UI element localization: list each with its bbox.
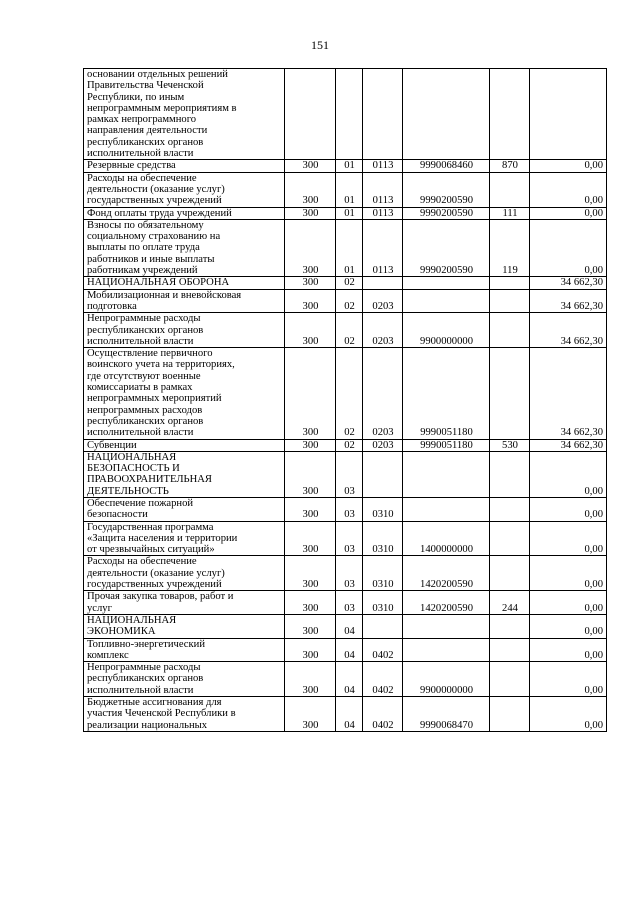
expense-type-cell <box>490 348 530 439</box>
expense-name-cell <box>84 277 285 289</box>
target-article-cell: 9900000000 <box>403 662 490 697</box>
expense-name-text: НАЦИОНАЛЬНАЯ БЕЗОПАСНОСТЬ И ПРАВООХРАНИТЕЛЬНАЯ ДЕЯТЕЛЬНОСТЬ <box>87 451 212 497</box>
table-row <box>84 662 607 697</box>
section-code-cell: 03 <box>336 556 363 591</box>
amount-cell: 34 662,30 <box>530 348 607 439</box>
ministry-code-cell: 300 <box>285 289 336 313</box>
expense-name-text: Государственная программа «Защита населения и территории от чрезвычайных ситуаций» <box>87 521 238 556</box>
ministry-code-cell: 300 <box>285 591 336 615</box>
section-code-cell: 03 <box>336 521 363 556</box>
budget-table <box>83 68 607 732</box>
expense-type-cell <box>490 556 530 591</box>
ministry-code-cell: 300 <box>285 614 336 638</box>
subsection-code-cell: 0402 <box>363 638 403 662</box>
subsection-code-cell: 0310 <box>363 591 403 615</box>
section-code-cell: 04 <box>336 697 363 732</box>
ministry-code-cell: 300 <box>285 697 336 732</box>
section-code-cell: 03 <box>336 591 363 615</box>
table-row <box>84 638 607 662</box>
ministry-code-cell: 300 <box>285 521 336 556</box>
section-code-cell: 01 <box>336 207 363 219</box>
target-article-cell <box>403 497 490 521</box>
expense-name-text: НАЦИОНАЛЬНАЯ ОБОРОНА <box>87 277 230 289</box>
expense-name-text: Осуществление первичного воинского учета на территориях, где отсутствуют военные комиссариаты в рамках непрограммных мероприятий непрограммных расходов республиканских органов исполнительной власти <box>87 348 235 439</box>
expense-name-cell <box>84 219 285 276</box>
ministry-code-cell: 300 <box>285 160 336 172</box>
section-code-cell: 04 <box>336 638 363 662</box>
subsection-code-cell: 0310 <box>363 521 403 556</box>
ministry-code-cell: 300 <box>285 638 336 662</box>
expense-type-cell <box>490 451 530 497</box>
ministry-code-cell <box>285 69 336 160</box>
table-row <box>84 289 607 313</box>
table-row <box>84 556 607 591</box>
amount-cell: 0,00 <box>530 638 607 662</box>
expense-name-cell <box>84 289 285 313</box>
expense-name-cell <box>84 556 285 591</box>
expense-name-cell <box>84 439 285 451</box>
ministry-code-cell: 300 <box>285 451 336 497</box>
amount-cell: 0,00 <box>530 451 607 497</box>
expense-name-cell <box>84 451 285 497</box>
expense-type-cell <box>490 662 530 697</box>
expense-name-text: Обеспечение пожарной безопасности <box>87 497 194 521</box>
expense-name-cell <box>84 160 285 172</box>
expense-name-text: Топливно-энергетический комплекс <box>87 638 205 661</box>
amount-cell: 0,00 <box>530 219 607 276</box>
subsection-code-cell: 0402 <box>363 697 403 732</box>
amount-cell: 0,00 <box>530 662 607 697</box>
table-row <box>84 451 607 497</box>
expense-name-text: Расходы на обеспечение деятельности (оказание услуг) государственных учреждений <box>87 172 225 207</box>
table-row <box>84 69 607 160</box>
ministry-code-cell: 300 <box>285 172 336 207</box>
table-row <box>84 697 607 732</box>
expense-type-cell <box>490 313 530 348</box>
section-code-cell: 04 <box>336 662 363 697</box>
expense-name-text: Расходы на обеспечение деятельности (оказание услуг) государственных учреждений <box>87 556 225 591</box>
subsection-code-cell: 0113 <box>363 172 403 207</box>
ministry-code-cell: 300 <box>285 219 336 276</box>
expense-name-text: Непрограммные расходы республиканских органов исполнительной власти <box>87 313 204 347</box>
expense-name-cell <box>84 497 285 521</box>
ministry-code-cell: 300 <box>285 348 336 439</box>
table-row <box>84 348 607 439</box>
target-article-cell: 9990200590 <box>403 219 490 276</box>
expense-type-cell <box>490 521 530 556</box>
amount-cell: 0,00 <box>530 521 607 556</box>
subsection-code-cell: 0310 <box>363 556 403 591</box>
table-row <box>84 497 607 521</box>
expense-type-cell: 870 <box>490 160 530 172</box>
subsection-code-cell: 0203 <box>363 439 403 451</box>
subsection-code-cell: 0113 <box>363 219 403 276</box>
amount-cell: 0,00 <box>530 207 607 219</box>
table-row <box>84 313 607 348</box>
expense-type-cell <box>490 69 530 160</box>
subsection-code-cell: 0203 <box>363 289 403 313</box>
expense-name-cell <box>84 313 285 348</box>
table-row <box>84 207 607 219</box>
table-row <box>84 277 607 289</box>
target-article-cell: 9990051180 <box>403 439 490 451</box>
amount-cell: 34 662,30 <box>530 277 607 289</box>
expense-type-cell <box>490 638 530 662</box>
expense-name-text: Фонд оплаты труда учреждений <box>87 207 232 219</box>
amount-cell: 34 662,30 <box>530 439 607 451</box>
section-code-cell: 03 <box>336 497 363 521</box>
section-code-cell: 01 <box>336 172 363 207</box>
expense-name-text: Взносы по обязательному социальному страхованию на выплаты по оплате труда работников и иные выплаты работникам учреждений <box>87 219 221 277</box>
expense-type-cell <box>490 497 530 521</box>
expense-type-cell <box>490 277 530 289</box>
expense-name-cell <box>84 172 285 207</box>
table-row <box>84 591 607 615</box>
expense-name-cell <box>84 638 285 662</box>
expense-type-cell: 530 <box>490 439 530 451</box>
target-article-cell <box>403 638 490 662</box>
expense-name-cell <box>84 614 285 638</box>
section-code-cell: 02 <box>336 348 363 439</box>
section-code-cell: 03 <box>336 451 363 497</box>
section-code-cell: 02 <box>336 313 363 348</box>
expense-name-cell <box>84 521 285 556</box>
expense-name-cell <box>84 69 285 160</box>
target-article-cell <box>403 289 490 313</box>
section-code-cell: 01 <box>336 219 363 276</box>
section-code-cell: 04 <box>336 614 363 638</box>
expense-type-cell <box>490 697 530 732</box>
amount-cell: 0,00 <box>530 556 607 591</box>
subsection-code-cell: 0402 <box>363 662 403 697</box>
amount-cell: 0,00 <box>530 697 607 732</box>
section-code-cell: 02 <box>336 277 363 289</box>
target-article-cell <box>403 69 490 160</box>
subsection-code-cell: 0203 <box>363 348 403 439</box>
subsection-code-cell: 0203 <box>363 313 403 348</box>
table-row <box>84 614 607 638</box>
expense-name-cell <box>84 697 285 732</box>
table-row <box>84 439 607 451</box>
table-row <box>84 521 607 556</box>
target-article-cell: 9990051180 <box>403 348 490 439</box>
subsection-code-cell <box>363 451 403 497</box>
subsection-code-cell: 0310 <box>363 497 403 521</box>
expense-name-text: Непрограммные расходы республиканских органов исполнительной власти <box>87 662 204 696</box>
ministry-code-cell: 300 <box>285 277 336 289</box>
target-article-cell <box>403 451 490 497</box>
target-article-cell <box>403 614 490 638</box>
target-article-cell <box>403 277 490 289</box>
target-article-cell: 1400000000 <box>403 521 490 556</box>
budget-table-body <box>84 69 607 732</box>
table-row <box>84 219 607 276</box>
expense-name-text: Резервные средства <box>87 160 176 172</box>
amount-cell: 0,00 <box>530 172 607 207</box>
table-row <box>84 172 607 207</box>
expense-type-cell <box>490 289 530 313</box>
target-article-cell: 1420200590 <box>403 556 490 591</box>
section-code-cell <box>336 69 363 160</box>
page-number: 151 <box>311 38 329 52</box>
expense-type-cell <box>490 172 530 207</box>
amount-cell: 0,00 <box>530 614 607 638</box>
amount-cell <box>530 69 607 160</box>
subsection-code-cell <box>363 277 403 289</box>
target-article-cell: 9990068460 <box>403 160 490 172</box>
ministry-code-cell: 300 <box>285 439 336 451</box>
expense-name-cell <box>84 348 285 439</box>
ministry-code-cell: 300 <box>285 662 336 697</box>
amount-cell: 34 662,30 <box>530 313 607 348</box>
target-article-cell: 1420200590 <box>403 591 490 615</box>
ministry-code-cell: 300 <box>285 313 336 348</box>
target-article-cell: 9990068470 <box>403 697 490 732</box>
expense-name-text: Субвенции <box>87 439 137 451</box>
expense-name-text: основании отдельных решений Правительства Чеченской Республики, по иным непрограммным мероприятиям в рамках непрограммного направления деятельности республиканских органов исполнительной власти <box>87 69 237 160</box>
expense-name-text: НАЦИОНАЛЬНАЯ ЭКОНОМИКА <box>87 614 177 638</box>
amount-cell: 34 662,30 <box>530 289 607 313</box>
subsection-code-cell <box>363 69 403 160</box>
ministry-code-cell: 300 <box>285 207 336 219</box>
amount-cell: 0,00 <box>530 160 607 172</box>
subsection-code-cell <box>363 614 403 638</box>
target-article-cell: 9990200590 <box>403 172 490 207</box>
expense-name-text: Мобилизационная и вневойсковая подготовка <box>87 289 242 312</box>
expense-type-cell: 244 <box>490 591 530 615</box>
expense-type-cell: 119 <box>490 219 530 276</box>
amount-cell: 0,00 <box>530 497 607 521</box>
subsection-code-cell: 0113 <box>363 207 403 219</box>
expense-name-cell <box>84 207 285 219</box>
expense-name-text: Прочая закупка товаров, работ и услуг <box>87 591 234 614</box>
expense-name-cell <box>84 662 285 697</box>
ministry-code-cell: 300 <box>285 497 336 521</box>
ministry-code-cell: 300 <box>285 556 336 591</box>
subsection-code-cell: 0113 <box>363 160 403 172</box>
target-article-cell: 9900000000 <box>403 313 490 348</box>
expense-type-cell: 111 <box>490 207 530 219</box>
section-code-cell: 02 <box>336 439 363 451</box>
section-code-cell: 01 <box>336 160 363 172</box>
amount-cell: 0,00 <box>530 591 607 615</box>
table-row <box>84 160 607 172</box>
expense-type-cell <box>490 614 530 638</box>
section-code-cell: 02 <box>336 289 363 313</box>
expense-name-text: Бюджетные ассигнования для участия Чеченской Республики в реализации национальных <box>87 697 236 731</box>
expense-name-cell <box>84 591 285 615</box>
target-article-cell: 9990200590 <box>403 207 490 219</box>
